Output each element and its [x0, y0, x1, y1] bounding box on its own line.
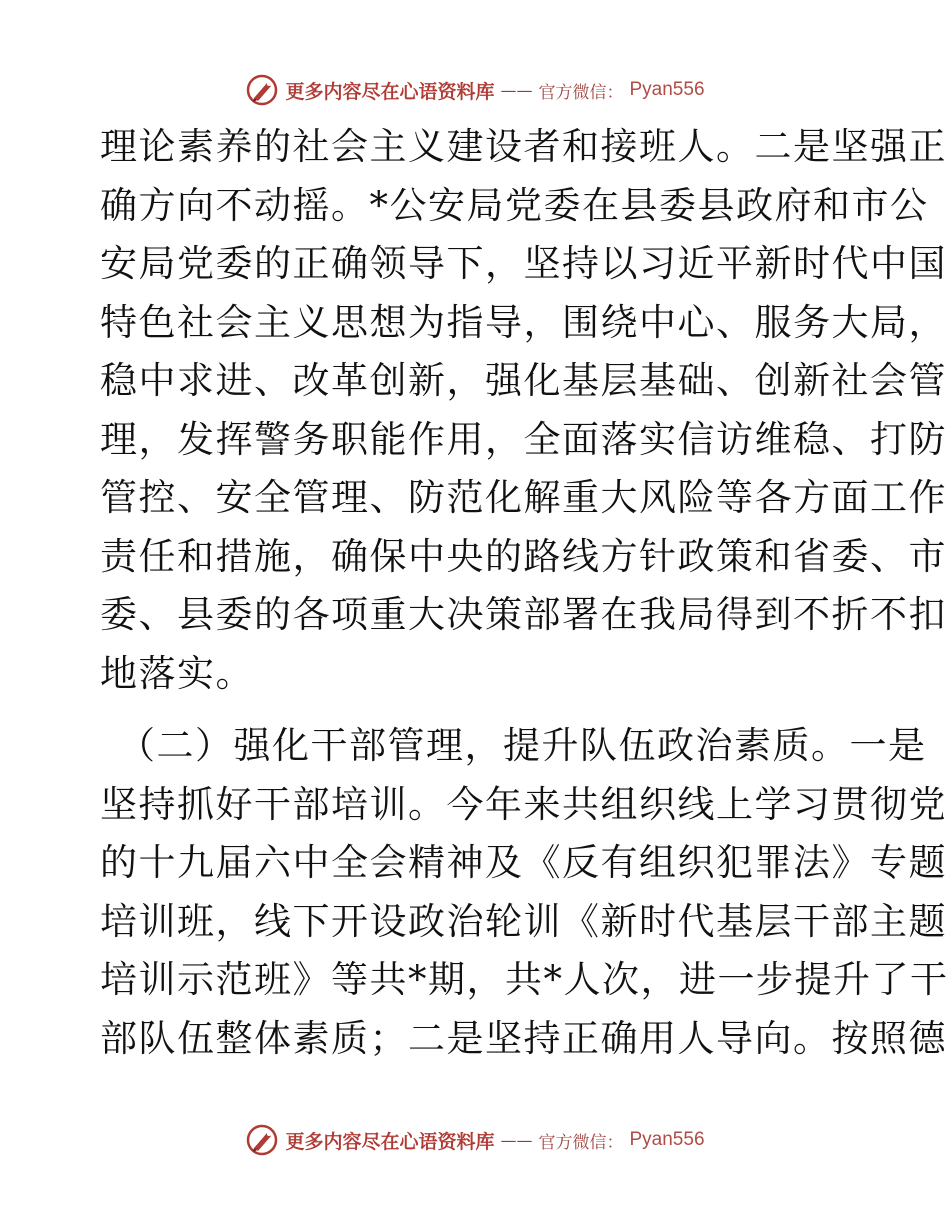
- text-line: 地落实。: [100, 651, 254, 695]
- text-line: 确方向不动摇。*公安局党委在县委县政府和市公: [100, 183, 929, 227]
- banner-brand-text: 更多内容尽在心语资料库: [285, 1130, 495, 1153]
- header-watermark-banner: [0, 70, 950, 110]
- banner-wechat-id: Pyan556: [629, 79, 705, 100]
- text-line: 稳中求进、改革创新，强化基层基础、创新社会管: [100, 359, 947, 402]
- pen-circle-logo-icon: [245, 1123, 279, 1157]
- text-line: 委、县委的各项重大决策部署在我局得到不折不扣: [100, 593, 947, 636]
- banner-wechat-label: 官方微信：: [538, 82, 624, 103]
- banner-wechat-id: Pyan556: [629, 1129, 705, 1150]
- pen-circle-logo-icon: [245, 73, 279, 107]
- footer-watermark-banner: [0, 1120, 950, 1160]
- text-line: 特色社会主义思想为指导，围绕中心、服务大局，: [100, 300, 947, 344]
- text-line: 管控、安全管理、防范化解重大风险等各方面工作: [100, 476, 947, 519]
- banner-dash: ——: [500, 80, 533, 100]
- text-line: 的十九届六中全会精神及《反有组织犯罪法》专题: [100, 841, 947, 884]
- paragraph-2: [100, 717, 949, 1068]
- text-line: 理论素养的社会主义建设者和接班人。二是坚强正: [100, 125, 947, 168]
- text-line: 培训示范班》等共*期，共*人次，进一步提升了干: [100, 958, 949, 1001]
- document-body: [100, 118, 949, 1068]
- section-heading-line: （二）强化干部管理，提升队伍政治素质。一是: [118, 724, 927, 767]
- banner-brand-text: 更多内容尽在心语资料库: [285, 80, 495, 103]
- banner-dash: ——: [500, 1130, 533, 1150]
- text-line: 安局党委的正确领导下，坚持以习近平新时代中国: [100, 242, 947, 285]
- text-line: 理，发挥警务职能作用，全面落实信访维稳、打防: [100, 417, 947, 461]
- text-line: 坚持抓好干部培训。今年来共组织线上学习贯彻党: [100, 782, 947, 826]
- text-line: 责任和措施，确保中央的路线方针政策和省委、市: [100, 534, 947, 578]
- paragraph-1: [100, 118, 947, 703]
- banner-wechat-label: 官方微信：: [538, 1132, 624, 1153]
- text-line: 部队伍整体素质；二是坚持正确用人导向。按照德: [100, 1016, 947, 1060]
- paragraph-spacer: [100, 703, 850, 717]
- text-line: 培训班，线下开设政治轮训《新时代基层干部主题: [100, 899, 947, 943]
